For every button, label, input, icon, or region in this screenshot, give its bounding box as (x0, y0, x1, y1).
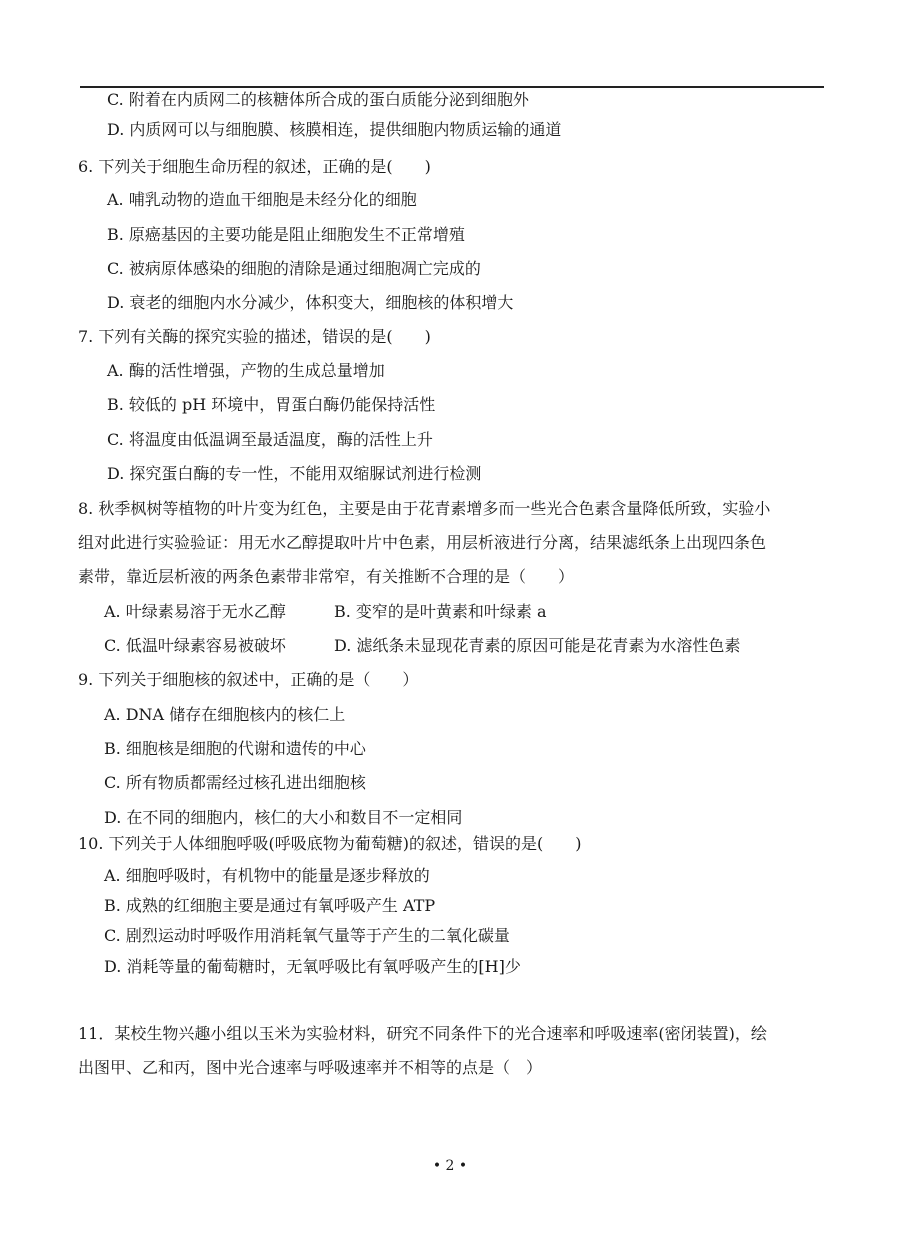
q8-option-a: A. 叶绿素易溶于无水乙醇 (104, 602, 286, 621)
q8-stem-line1: 8. 秋季枫树等植物的叶片变为红色，主要是由于花青素增多而一些光合色素含量降低所致，实验小 (78, 499, 771, 518)
q9-option-b: B. 细胞核是细胞的代谢和遗传的中心 (104, 739, 366, 758)
q8-stem-line2: 组对此进行实验验证：用无水乙醇提取叶片中色素，用层析液进行分离，结果滤纸条上出现四条色 (78, 533, 767, 552)
q8-option-c: C. 低温叶绿素容易被破坏 (104, 636, 286, 655)
q8-stem-line3: 素带，靠近层析液的两条色素带非常窄，有关推断不合理的是（ ） (78, 567, 575, 586)
q10-option-a: A. 细胞呼吸时，有机物中的能量是逐步释放的 (104, 866, 430, 885)
q10-option-c: C. 剧烈运动时呼吸作用消耗氧气量等于产生的二氧化碳量 (104, 926, 510, 945)
q6-stem: 6. 下列关于细胞生命历程的叙述，正确的是( ) (78, 157, 431, 176)
q10-stem: 10. 下列关于人体细胞呼吸(呼吸底物为葡萄糖)的叙述，错误的是( ) (78, 834, 582, 853)
q11-stem-line2: 出图甲、乙和丙，图中光合速率与呼吸速率并不相等的点是（ ） (78, 1058, 543, 1077)
q6-option-a: A. 哺乳动物的造血干细胞是未经分化的细胞 (107, 190, 417, 209)
q9-option-a: A. DNA 储存在细胞核内的核仁上 (104, 705, 346, 724)
q6-option-c: C. 被病原体感染的细胞的清除是通过细胞凋亡完成的 (107, 259, 481, 278)
q9-option-d: D. 在不同的细胞内，核仁的大小和数目不一定相同 (104, 808, 463, 827)
q7-option-a: A. 酶的活性增强，产物的生成总量增加 (107, 361, 385, 380)
q8-option-d: D. 滤纸条未显现花青素的原因可能是花青素为水溶性色素 (334, 636, 741, 655)
q7-option-c: C. 将温度由低温调至最适温度，酶的活性上升 (107, 430, 433, 449)
q6-option-d: D. 衰老的细胞内水分减少，体积变大，细胞核的体积增大 (107, 293, 514, 312)
q6-option-b: B. 原癌基因的主要功能是阻止细胞发生不正常增殖 (107, 225, 465, 244)
q5-option-d: D. 内质网可以与细胞膜、核膜相连，提供细胞内物质运输的通道 (107, 120, 562, 139)
page-number: • 2 • (432, 1158, 468, 1174)
q10-option-d: D. 消耗等量的葡萄糖时，无氧呼吸比有氧呼吸产生的[H]少 (104, 957, 521, 976)
q8-option-b: B. 变窄的是叶黄素和叶绿素 a (334, 602, 547, 621)
q7-option-b: B. 较低的 pH 环境中，胃蛋白酶仍能保持活性 (107, 395, 436, 414)
q10-option-b: B. 成熟的红细胞主要是通过有氧呼吸产生 ATP (104, 896, 436, 915)
q9-option-c: C. 所有物质都需经过核孔进出细胞核 (104, 773, 366, 792)
q5-option-c: C. 附着在内质网二的核糖体所合成的蛋白质能分泌到细胞外 (107, 90, 529, 109)
q7-option-d: D. 探究蛋白酶的专一性，不能用双缩脲试剂进行检测 (107, 464, 482, 483)
q7-stem: 7. 下列有关酶的探究实验的描述，错误的是( ) (78, 327, 431, 346)
q11-stem-line1: 11．某校生物兴趣小组以玉米为实验材料，研究不同条件下的光合速率和呼吸速率(密闭装置)，绘 (78, 1024, 767, 1043)
q9-stem: 9. 下列关于细胞核的叙述中，正确的是（ ） (78, 670, 419, 689)
header-rule (80, 86, 824, 88)
